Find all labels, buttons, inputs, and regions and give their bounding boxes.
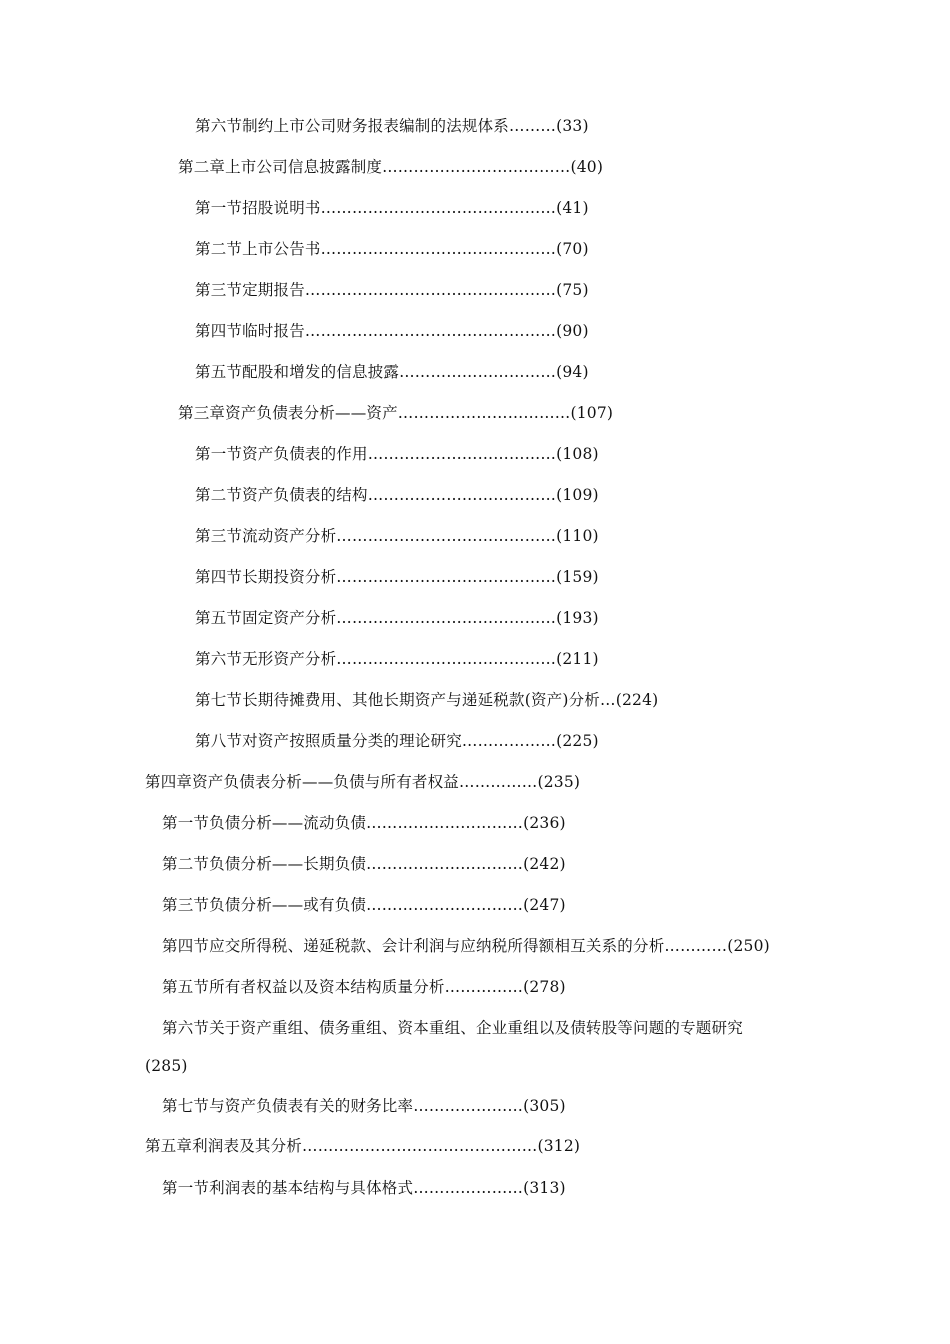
toc-entry: 第二节上市公告书………………………………………(70) [195,240,589,258]
toc-entry: 第二章上市公司信息披露制度………………………………(40) [178,158,604,176]
toc-entry: 第六节无形资产分析……………………………………(211) [195,650,599,668]
toc-entry: 第六节制约上市公司财务报表编制的法规体系………(33) [195,117,589,135]
toc-entry: 第一节资产负债表的作用………………………………(108) [195,445,599,463]
toc-entry: 第六节关于资产重组、债务重组、资本重组、企业重组以及债转股等问题的专题研究 [162,1019,743,1037]
toc-entry: 第二节资产负债表的结构………………………………(109) [195,486,599,504]
toc-entry: 第五节配股和增发的信息披露…………………………(94) [195,363,589,381]
toc-entry: 第三节流动资产分析……………………………………(110) [195,527,599,545]
toc-entry: 第五章利润表及其分析………………………………………(312) [145,1137,581,1155]
toc-entry: 第四节临时报告…………………………………………(90) [195,322,589,340]
toc-entry: 第一节利润表的基本结构与具体格式…………………(313) [162,1179,566,1197]
toc-entry: 第三节负债分析——或有负债…………………………(247) [162,896,566,914]
toc-entry: 第八节对资产按照质量分类的理论研究………………(225) [195,732,599,750]
toc-entry: 第五节固定资产分析……………………………………(193) [195,609,599,627]
toc-entry: 第四节应交所得税、递延税款、会计利润与应纳税所得额相互关系的分析…………(250) [162,937,770,955]
toc-entry: 第四章资产负债表分析——负债与所有者权益……………(235) [145,773,581,791]
toc-entry: 第七节与资产负债表有关的财务比率…………………(305) [162,1097,566,1115]
toc-entry: 第三章资产负债表分析——资产……………………………(107) [178,404,614,422]
toc-entry: 第四节长期投资分析……………………………………(159) [195,568,599,586]
toc-entry: 第二节负债分析——长期负债…………………………(242) [162,855,566,873]
toc-entry: 第一节负债分析——流动负债…………………………(236) [162,814,566,832]
toc-entry: 第七节长期待摊费用、其他长期资产与递延税款(资产)分析…(224) [195,691,659,709]
toc-entry: 第五节所有者权益以及资本结构质量分析……………(278) [162,978,566,996]
toc-entry: (285) [145,1057,188,1075]
toc-entry: 第三节定期报告…………………………………………(75) [195,281,589,299]
toc-entry: 第一节招股说明书………………………………………(41) [195,199,589,217]
